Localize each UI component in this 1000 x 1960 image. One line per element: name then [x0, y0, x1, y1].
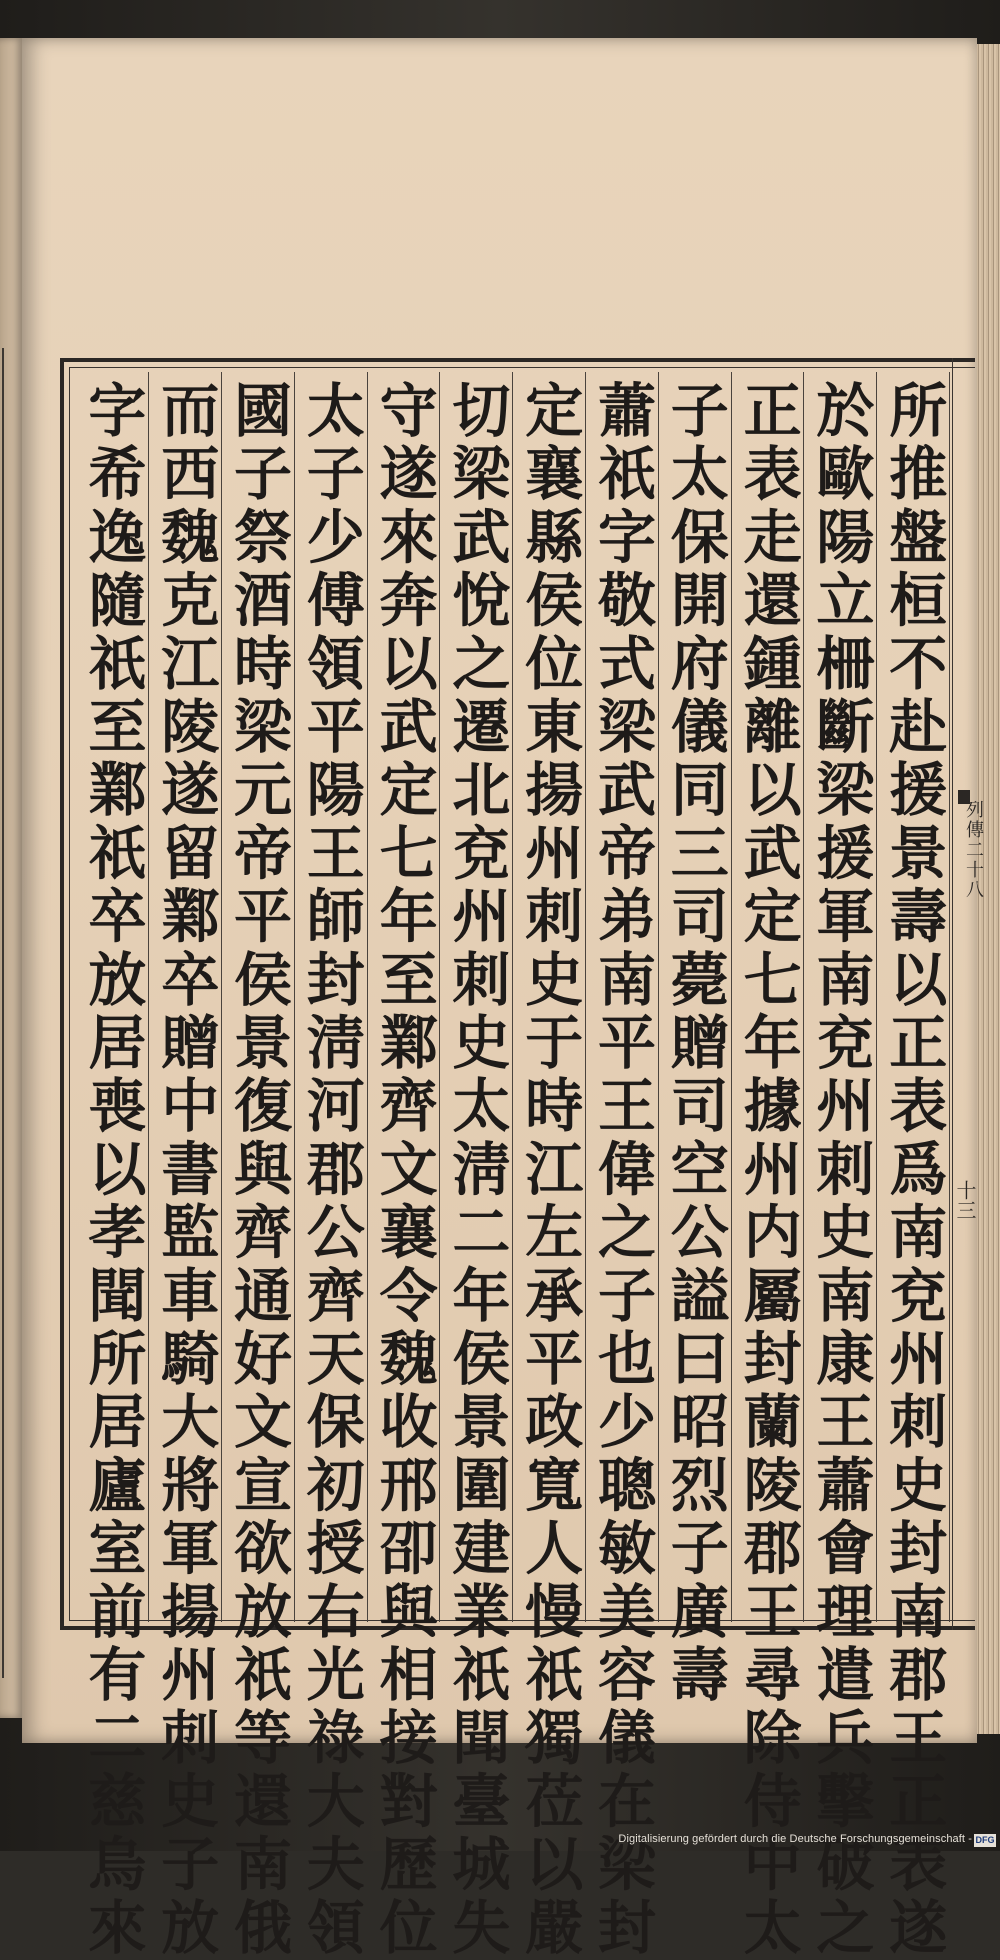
column-rule: [221, 372, 222, 1622]
column-text: 於歐陽立柵斷梁援軍南兗州刺史南康王蕭會理遣兵擊破之: [806, 380, 875, 1960]
text-column-9: [295, 372, 368, 1960]
column-rule: [512, 372, 513, 1622]
dfg-logo: DFG: [975, 1835, 995, 1845]
text-column-3: [732, 372, 805, 1960]
column-text: 國子祭酒時梁元帝平侯景復與齊通好文宣欲放祇等還南俄: [224, 380, 292, 1960]
text-column-6: [513, 372, 586, 1960]
column-rule: [658, 372, 659, 1622]
text-column-5: [586, 372, 659, 1960]
column-rule: [585, 372, 586, 1622]
text-column-4: [659, 372, 732, 1708]
column-rule: [367, 372, 368, 1622]
column-text: 定襄縣侯位東揚州刺史于時江左承平政寬人慢祇獨莅以嚴: [515, 380, 584, 1960]
column-text: 蕭祇字敬式梁武帝弟南平王偉之子也少聰敏美容儀在梁封: [588, 380, 656, 1960]
facing-page-edge: [0, 38, 24, 1718]
text-column-8: [368, 372, 441, 1960]
center-fold-strip: [952, 358, 975, 1630]
column-text: 守遂來奔以武定七年至鄴齊文襄令魏收邢卲與相接對歷位: [369, 380, 438, 1960]
column-text: 正表走還鍾離以武定七年據州内屬封蘭陵郡王尋除侍中太: [733, 380, 802, 1960]
text-column-7: [440, 372, 513, 1960]
column-rule: [731, 372, 732, 1622]
column-text: 而西魏克江陵遂留鄴卒贈中書監車騎大將軍揚州刺史子放: [151, 380, 220, 1960]
column-text: 字希逸隨祇至鄴祇卒放居喪以孝聞所居廬室前有二慈烏來: [78, 380, 147, 1960]
column-text: 切梁武悅之遷北兗州刺史太淸二年侯景圍建業祇聞臺城失: [442, 380, 511, 1960]
text-column-10: [222, 372, 295, 1960]
column-rule: [803, 372, 804, 1622]
column-rule: [876, 372, 877, 1622]
column-text: 所推盤桓不赴援景壽以正表爲南兗州刺史封南郡王正表遂: [879, 380, 948, 1960]
text-column-1: [877, 372, 950, 1960]
column-text: 太子少傅領平陽王師封淸河郡公齊天保初授右光祿大夫領: [296, 380, 365, 1960]
folio-number: 十三: [953, 1180, 977, 1220]
text-column-11: [149, 372, 222, 1960]
column-rule: [148, 372, 149, 1622]
column-rule: [949, 372, 950, 1622]
column-text: 子太保開府儀同三司薨贈司空公謚曰昭烈子廣壽: [660, 380, 729, 1708]
text-column-12: [76, 372, 149, 1960]
column-rule: [294, 372, 295, 1622]
column-rule: [439, 372, 440, 1622]
text-column-2: [804, 372, 877, 1960]
running-title: 列傳二十八: [963, 800, 984, 900]
digitization-credit: Digitalisierung gefördert durch die Deutsche Forschungsgemeinschaft -: [618, 1833, 972, 1845]
